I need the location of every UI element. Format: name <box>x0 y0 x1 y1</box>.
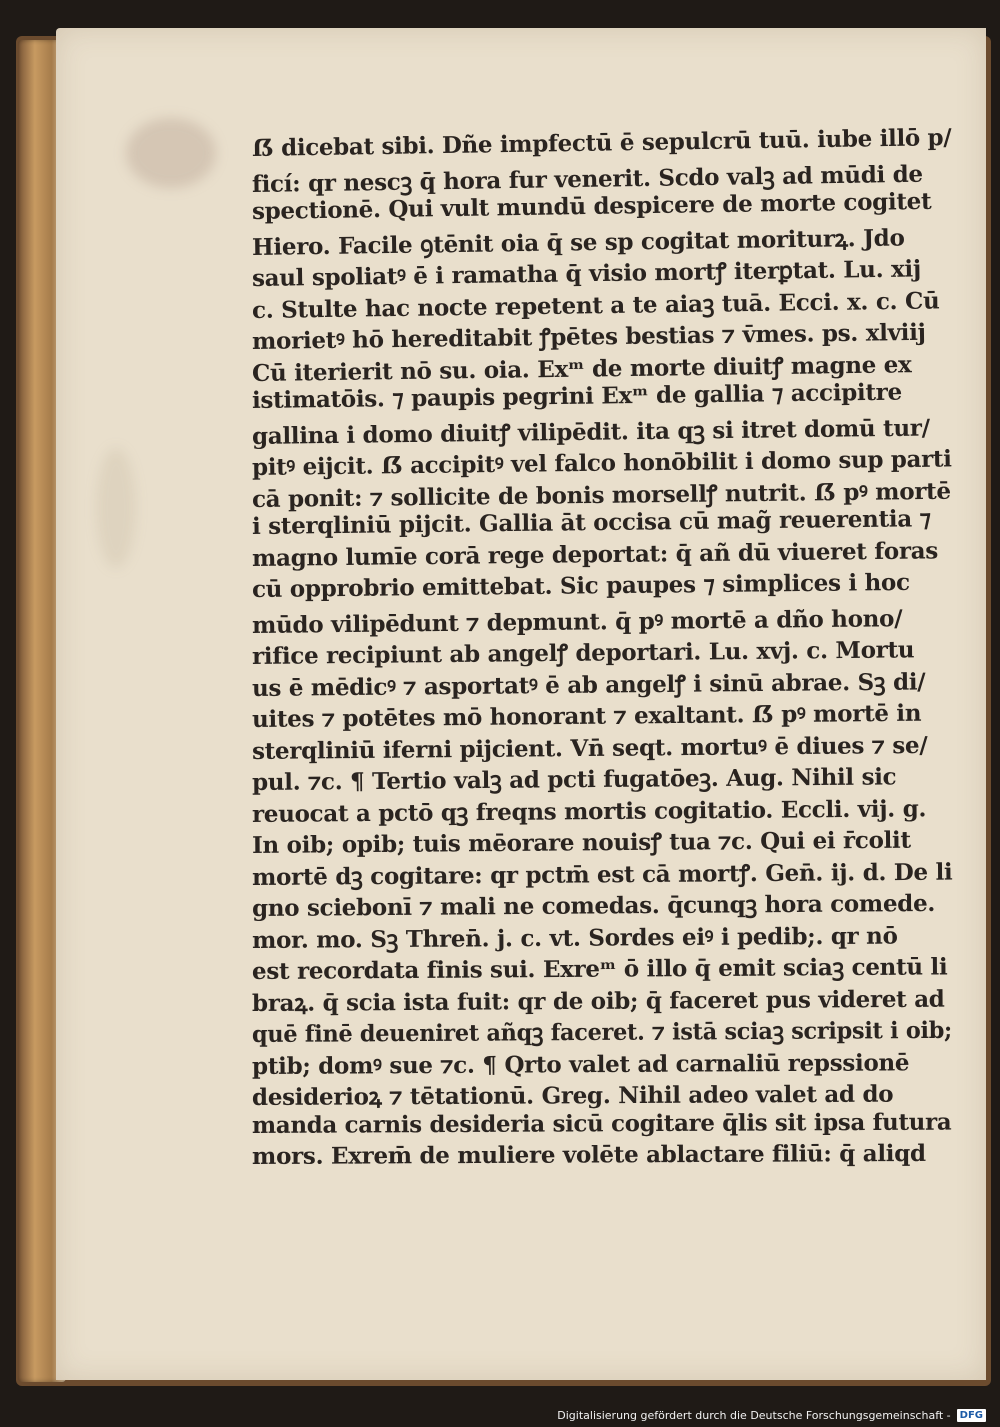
footer-credit: Digitalisierung gefördert durch die Deutsche Forschungsgemeinschaft - <box>557 1408 951 1422</box>
text-line: i sterqliniū pijcit. Gallia āt occisa cū mag̃ reuerentia ⁊ <box>251 505 931 540</box>
text-line: pitꝰ eijcit. ẞ accipitꝰ vel falco honōbilit i domo sup parti <box>251 445 952 481</box>
text-line: saul spoliatꝰ ē i ramatha q̄ visio mortꝭ iterꝑtat. Lu. xij <box>251 255 922 292</box>
text-line: mortē dꝫ cogitare: qr pctm̄ est cā mortꝭ. Gen̄. ij. d. De li <box>251 858 953 891</box>
text-line: manda carnis desideria sicū cogitare q̄lis sit ipsa futura <box>251 1108 952 1139</box>
text-line: rifice recipiunt ab angelꝭ deportari. Lu. xvj. c. Mortu <box>251 636 915 670</box>
text-line: In oib; opib; tuis mēorare nouisꝭ tua ⁊c. Qui ei r̄colit <box>251 826 911 859</box>
text-line: magno lumīe corā rege deportat: q̄ añ dū viueret foras <box>251 536 939 572</box>
text-line: c. Stulte hac nocte repetent a te aiaꝫ tuā. Ecci. x. c. Cū <box>251 286 940 324</box>
text-line: spectionē. Qui vult mundū despicere de morte cogitet <box>251 187 932 225</box>
text-line: ẞ dicebat sibi. Dñe impfectū ē sepulcrū tuū. iube illō p/ <box>251 124 952 162</box>
text-line: Hiero. Facile ꝯtēnit oia q̄ se sp cogitat moriturꝝ. Jdo <box>251 223 905 261</box>
text-line: istimatōis. ⁊ paupis pegrini Exᵐ de gallia ⁊ accipitre <box>251 378 903 414</box>
text-line: sterqliniū iferni pijcient. Vn̄ seqt. mortuꝰ ē diues ⁊ se/ <box>251 731 928 765</box>
text-line: ficí: qr nescꝫ q̄ hora fur venerit. Scdo valꝫ ad mūdi de <box>251 160 923 198</box>
text-line: cā ponit: ⁊ sollicite de bonis morsellꝭ nutrit. ẞ pꝰ mortē <box>251 477 951 513</box>
text-line: braꝝ. q̄ scia ista fuit: qr de oib; q̄ faceret pus videret ad <box>251 985 945 1017</box>
text-line: gno sciebonī ⁊ mali ne comedas. q̄cunqꝫ hora comede. <box>251 889 936 922</box>
page-stain <box>96 448 136 568</box>
text-line: quē finē deueniret añqꝫ faceret. ⁊ istā sciaꝫ scripsit i oib; <box>251 1016 953 1048</box>
text-line: ptib; domꝰ sue ⁊c. ¶ Qrto valet ad carnaliū repssionē <box>251 1048 910 1080</box>
dfg-logo: DFG <box>957 1409 986 1422</box>
text-line: mūdo vilipēdunt ⁊ depmunt. q̄ pꝰ mortē a dño hono/ <box>251 604 903 639</box>
text-line: us ē mēdicꝰ ⁊ asportatꝰ ē ab angelꝭ i sinū abrae. Sꝫ di/ <box>251 667 926 702</box>
page-stain <box>126 118 216 188</box>
text-line: desiderioꝝ ⁊ tētationū. Greg. Nihil adeo valet ad do <box>251 1080 894 1111</box>
text-block <box>251 124 972 1195</box>
text-line: gallina i domo diuitꝭ vilipēdit. ita qꝫ si itret domū tur/ <box>251 413 930 450</box>
text-line: mors. Exrem̄ de muliere volēte ablactare filiū: q̄ aliqd <box>251 1139 926 1170</box>
text-line: est recordata finis sui. Exreᵐ ō illo q̄ emit sciaꝫ centū li <box>251 953 948 985</box>
footer <box>557 1407 986 1423</box>
text-line: pul. ⁊c. ¶ Tertio valꝫ ad pcti fugatōeꝫ. Aug. Nihil sic <box>251 763 897 796</box>
text-line: cū opprobrio emittebat. Sic paupes ⁊ simplices i hoc <box>251 568 910 603</box>
text-line: Cū iterierit nō su. oia. Exᵐ de morte diuitꝭ magne ex <box>251 350 912 387</box>
text-line: morietꝰ hō hereditabit ꝭpētes bestias ⁊ v̄mes. ps. xlviij <box>251 318 926 355</box>
text-line: uites ⁊ potētes mō honorant ⁊ exaltant. ẞ pꝰ mortē in <box>251 699 922 733</box>
text-line: reuocat a pctō qꝫ freqns mortis cogitatio. Eccli. vij. g. <box>251 794 927 828</box>
text-line: mor. mo. Sꝫ Thren̄. j. c. vt. Sordes eiꝰ i pedib;. qr nō <box>251 921 898 954</box>
